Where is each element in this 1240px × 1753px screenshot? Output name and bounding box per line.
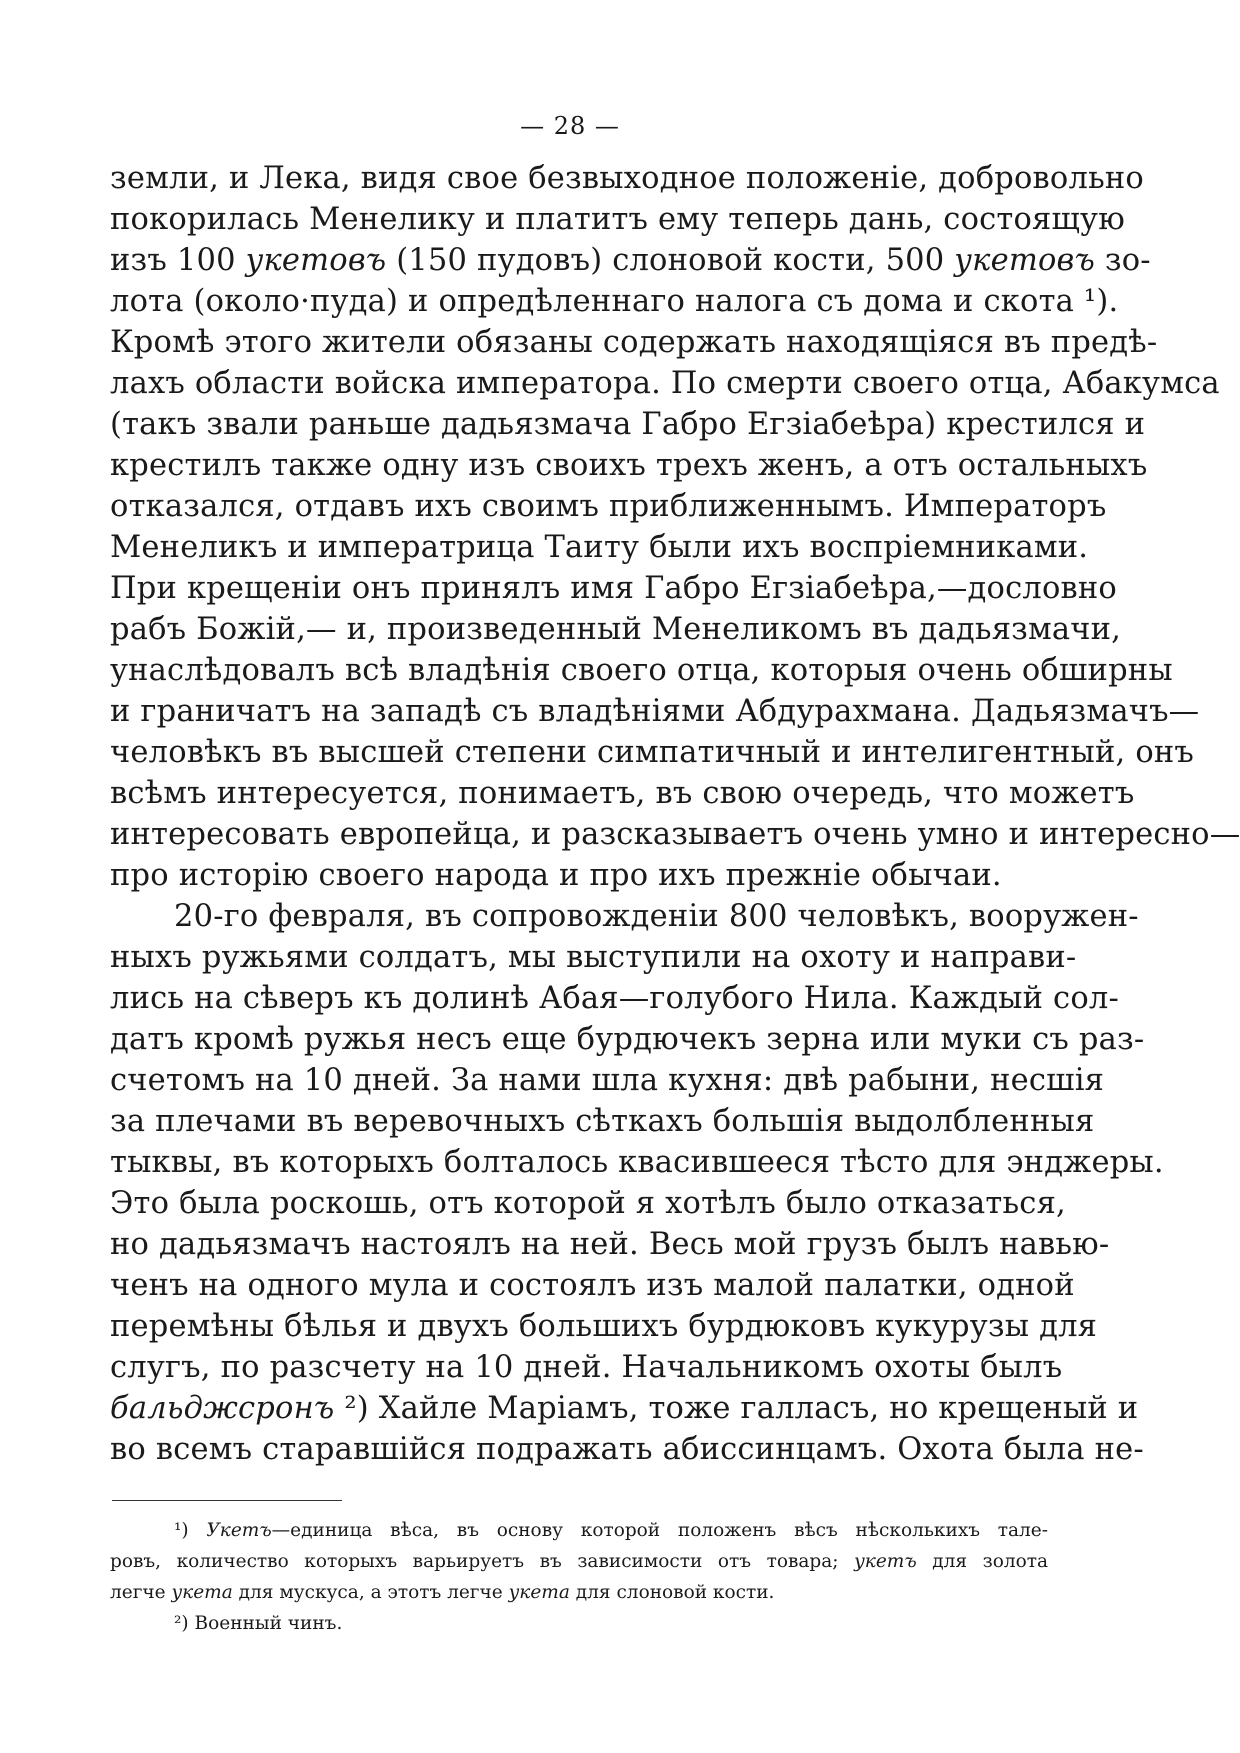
footnote-line: ¹) Укетъ—единица вѣса, въ основу которой положенъ вѣсъ нѣсколькихъ тале- bbox=[174, 1520, 1049, 1541]
text-line: лись на сѣверъ къ долинѣ Абая—голубого Нила. Каждый сол- bbox=[110, 981, 1119, 1016]
text-line: за плечами въ веревочныхъ сѣткахъ большія выдолбленныя bbox=[110, 1104, 1095, 1139]
text-line: тыквы, въ которыхъ болталось квасившееся тѣсто для энджеры. bbox=[110, 1145, 1164, 1180]
text-line: человѣкъ въ высшей степени симпатичный и интелигентный, онъ bbox=[110, 735, 1195, 770]
text-line: про исторію своего народа и про ихъ прежніе обычаи. bbox=[110, 858, 1002, 893]
text-line: (такъ звали раньше дадьязмача Габро Егзіабеѣра) крестился и bbox=[110, 407, 1146, 442]
text-line: слугъ, по разсчету на 10 дней. Начальникомъ охоты былъ bbox=[110, 1350, 1063, 1385]
footnote-line: ²) Военный чинъ. bbox=[174, 1613, 343, 1634]
text-line: лахъ области войска императора. По смерти своего отца, Абакумса bbox=[110, 366, 1220, 401]
text-line: ныхъ ружьями солдатъ, мы выступили на охоту и направи- bbox=[110, 940, 1077, 975]
text-line: счетомъ на 10 дней. За нами шла кухня: двѣ рабыни, несшія bbox=[110, 1063, 1105, 1098]
text-line: Менеликъ и императрица Таиту были ихъ воспріемниками. bbox=[110, 530, 1089, 565]
footnote-line: легче укета для мускуса, а этотъ легче укета для слоновой кости. bbox=[110, 1582, 775, 1603]
page-number: — 28 — bbox=[520, 112, 620, 140]
footnote-line: ровъ, количество которыхъ варьируетъ въ зависимости отъ товара; укетъ для золота bbox=[110, 1551, 1048, 1572]
text-line: отказался, отдавъ ихъ своимъ приближеннымъ. Императоръ bbox=[110, 489, 1107, 524]
text-line: интересовать европейца, и разсказываетъ очень умно и интересно— bbox=[110, 817, 1240, 852]
text-line: и граничатъ на западѣ съ владѣніями Абдурахмана. Дадьязмачъ— bbox=[110, 694, 1200, 729]
text-line: унаслѣдовалъ всѣ владѣнія своего отца, которыя очень обширны bbox=[110, 653, 1173, 688]
footnote-divider bbox=[112, 1500, 342, 1501]
text-line: покорилась Менелику и платитъ ему теперь дань, состоящую bbox=[110, 202, 1125, 237]
text-line: всѣмъ интересуется, понимаетъ, въ свою очередь, что можетъ bbox=[110, 776, 1135, 811]
text-line: изъ 100 укетовъ (150 пудовъ) слоновой кости, 500 укетовъ зо- bbox=[110, 243, 1151, 278]
text-line: ченъ на одного мула и состоялъ изъ малой палатки, одной bbox=[110, 1268, 1075, 1303]
text-line: во всемъ старавшійся подражать абиссинцамъ. Охота была не- bbox=[110, 1432, 1144, 1467]
body-text bbox=[110, 158, 1240, 1470]
text-line: лота (около·пуда) и опредѣленнаго налога съ дома и скота ¹). bbox=[110, 284, 1119, 319]
text-line: но дадьязмачъ настоялъ на ней. Весь мой грузъ былъ навью- bbox=[110, 1227, 1110, 1262]
text-line: крестилъ также одну изъ своихъ трехъ женъ, а отъ остальныхъ bbox=[110, 448, 1148, 483]
paragraph-start: 20-го февраля, въ сопровожденіи 800 человѣкъ, вооружен- bbox=[174, 899, 1139, 934]
footnotes bbox=[110, 1515, 1048, 1639]
text-line: бальджсронъ ²) Хайле Маріамъ, тоже галласъ, но крещеный и bbox=[110, 1391, 1139, 1426]
text-line: земли, и Лека, видя свое безвыходное положеніе, добровольно bbox=[110, 161, 1144, 196]
text-line: Это была роскошь, отъ которой я хотѣлъ было отказаться, bbox=[110, 1186, 1066, 1221]
text-line: рабъ Божій,— и, произведенный Менеликомъ въ дадьязмачи, bbox=[110, 612, 1122, 647]
text-line: датъ кромѣ ружья несъ еще бурдючекъ зерна или муки съ раз- bbox=[110, 1022, 1145, 1057]
text-line: При крещеніи онъ принялъ имя Габро Егзіабеѣра,—дословно bbox=[110, 571, 1117, 606]
text-line: перемѣны бѣлья и двухъ большихъ бурдюковъ кукурузы для bbox=[110, 1309, 1098, 1344]
text-line: Кромѣ этого жители обязаны содержать находящіяся въ предѣ- bbox=[110, 325, 1158, 360]
